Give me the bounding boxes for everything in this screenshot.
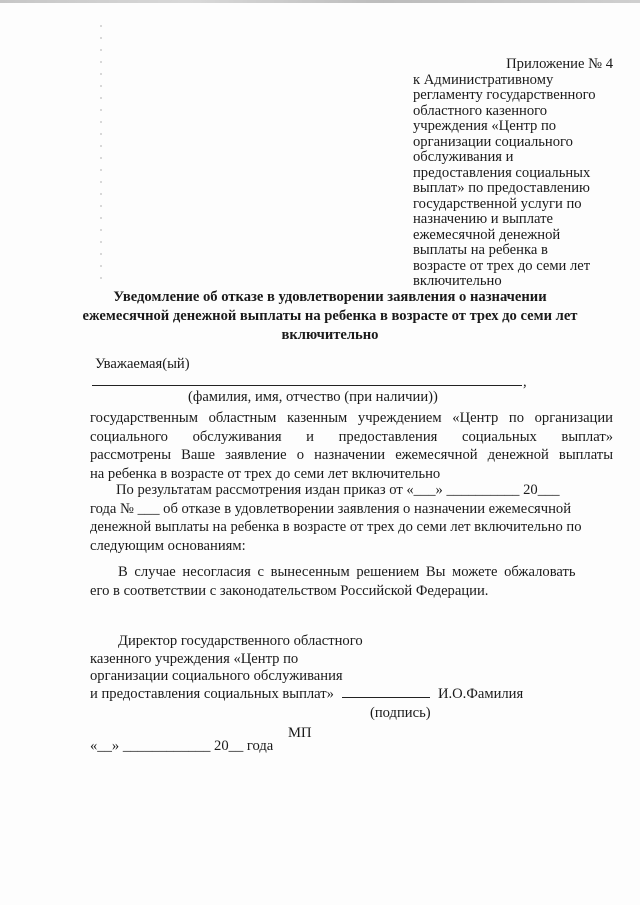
stamp-place: МП: [288, 725, 312, 741]
paragraph-line: денежной выплаты на ребенка в возрасте от трех до семи лет включительно по: [90, 519, 582, 535]
annex-line: к Административному: [413, 71, 554, 88]
annex-block: [413, 57, 623, 290]
paragraph-line: государственным областным казенным учреждением «Центр по организации: [90, 410, 613, 426]
signature-block: [90, 633, 620, 703]
paragraph-line: рассмотрены Ваше заявление о назначении ежемесячной денежной выплаты: [90, 447, 613, 463]
date-line: «__» ____________ 20__ года: [90, 738, 274, 754]
annex-line: выплаты на ребенка в: [413, 242, 548, 258]
signature-line: казенного учреждения «Центр по: [90, 650, 299, 667]
paragraph-line: года № ___ об отказе в удовлетворении заявления о назначении ежемесячной: [90, 500, 572, 517]
title-line: ежемесячной денежной выплаты на ребенка в возрасте от трех до семи лет: [82, 308, 578, 324]
paragraph-line: на ребенка в возрасте от трех до семи лет включительно: [90, 465, 441, 482]
fio-blank-line: [92, 385, 522, 386]
annex-line: назначению и выплате: [413, 211, 553, 227]
title-line: Уведомление об отказе в удовлетворении заявления о назначении: [113, 289, 547, 305]
annex-line: обслуживания и: [413, 149, 514, 165]
annex-line: возрасте от трех до семи лет: [413, 257, 591, 274]
signature-line: и предоставления социальных выплат»: [90, 685, 334, 702]
paragraph-line: его в соответствии с законодательством Российской Федерации.: [90, 583, 489, 599]
paragraph-line: социального обслуживания и предоставления социальных выплат»: [90, 428, 613, 445]
paragraph-order: [90, 481, 635, 555]
annex-line: учреждения «Центр по: [413, 118, 557, 134]
paragraph-line: По результатам рассмотрения издан приказ от «___» __________ 20___: [116, 482, 560, 498]
signature-line: организации социального обслуживания: [90, 668, 343, 684]
paragraph-line: следующим основаниям:: [90, 537, 246, 554]
annex-line: организации социального: [413, 133, 573, 150]
paragraph-appeal: [90, 563, 635, 601]
salutation: Уважаемая(ый): [95, 356, 190, 372]
signature-hint: (подпись): [370, 705, 431, 721]
annex-line: включительно: [413, 273, 502, 289]
annex-number: Приложение № 4: [506, 56, 613, 72]
signature-line: Директор государственного областного: [118, 633, 363, 649]
fio-hint: (фамилия, имя, отчество (при наличии)): [188, 389, 438, 405]
annex-line: регламенту государственного: [413, 87, 596, 103]
signature-blank-line: [342, 697, 430, 698]
scan-edge-artifact: [0, 0, 640, 3]
fio-comma: ,: [523, 374, 527, 390]
scan-dots-artifact: [100, 20, 102, 280]
signatory-name: И.О.Фамилия: [437, 685, 524, 702]
annex-line: ежемесячной денежной: [413, 226, 561, 243]
annex-line: государственной услуги по: [413, 195, 582, 212]
annex-line: предоставления социальных: [413, 164, 591, 181]
signature-line-last: [90, 686, 620, 704]
paragraph-line: В случае несогласия с вынесенным решением Вы можете обжаловать: [118, 564, 576, 580]
annex-line: областного казенного: [413, 102, 548, 119]
paragraph-review: [90, 409, 613, 483]
document-title: [60, 288, 600, 345]
annex-line: выплат» по предоставлению: [413, 180, 590, 196]
title-line: включительно: [281, 327, 379, 343]
